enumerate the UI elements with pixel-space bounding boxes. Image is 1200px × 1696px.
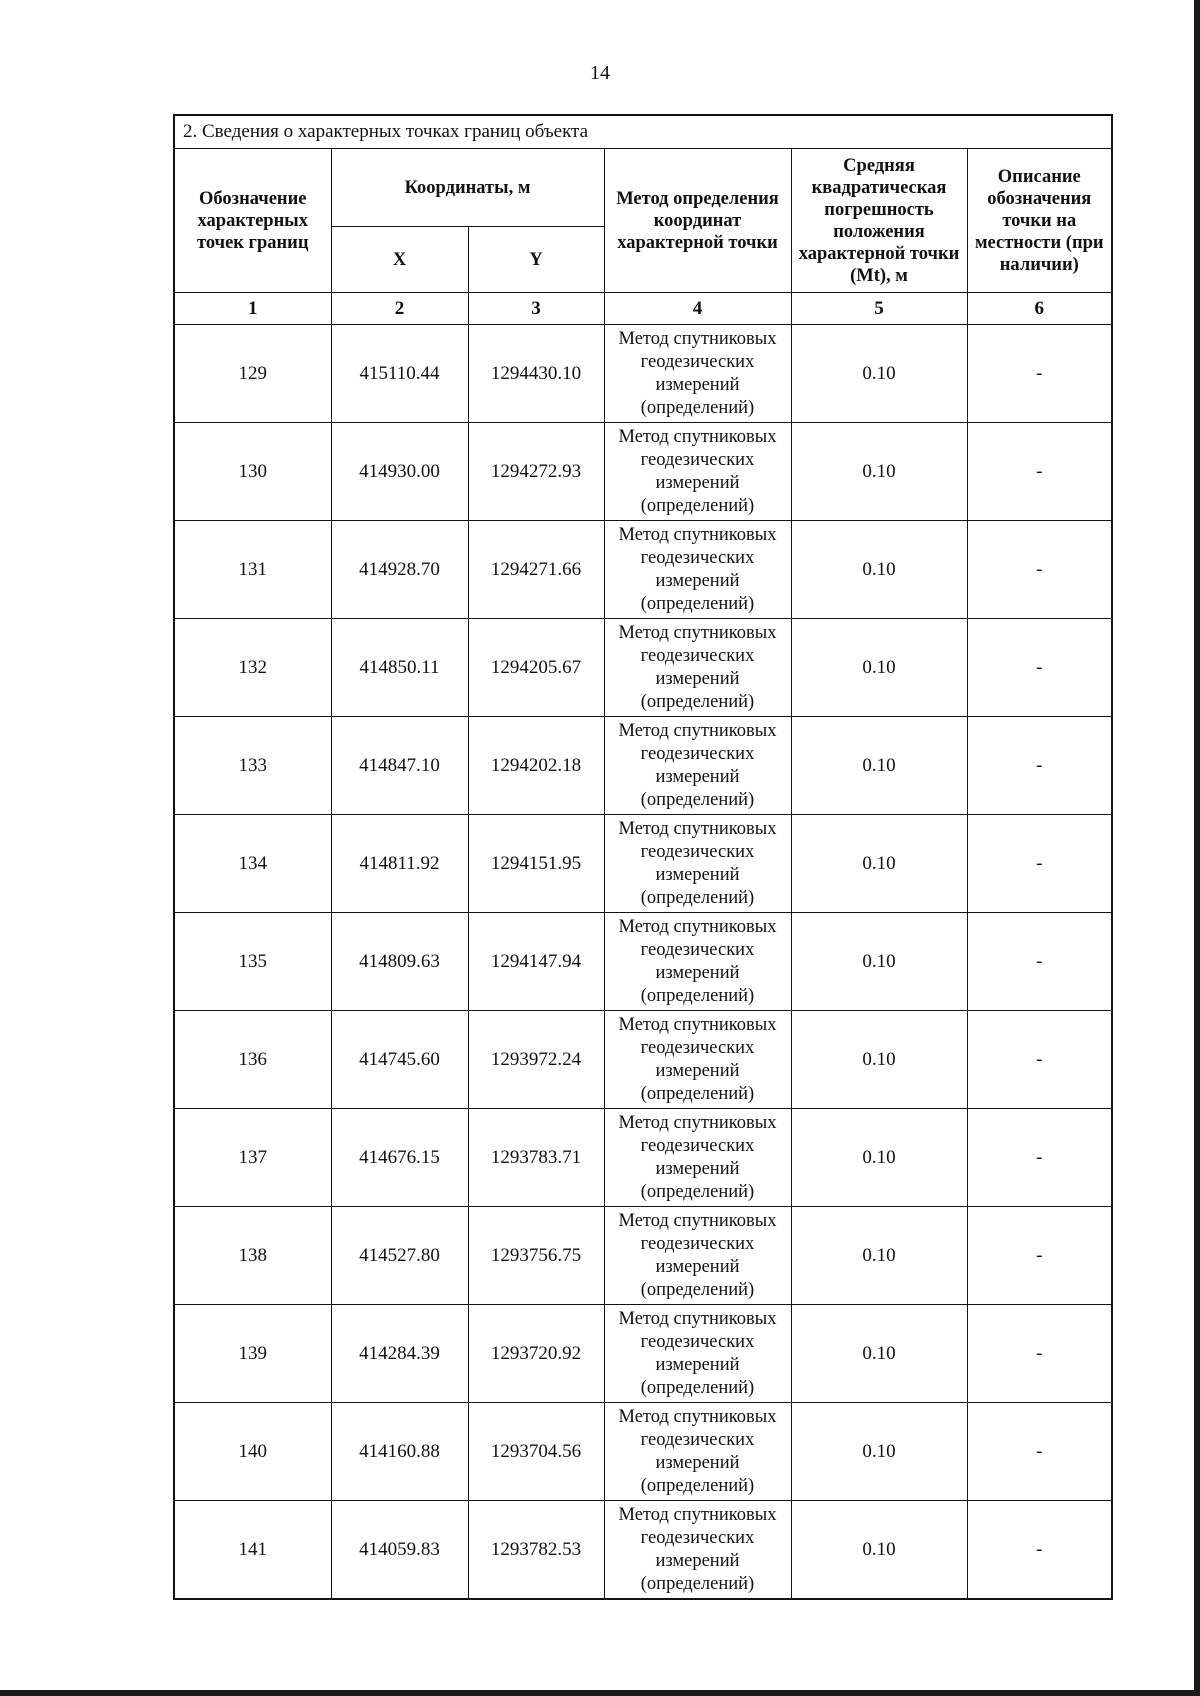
cell-description: - bbox=[967, 619, 1112, 717]
scan-edge-right bbox=[1194, 0, 1200, 1696]
table-row bbox=[174, 521, 1112, 619]
cell-description: - bbox=[967, 1011, 1112, 1109]
cell-point-id: 140 bbox=[174, 1403, 331, 1501]
cell-method: Метод спутниковых геодезических измерений (определений) bbox=[604, 619, 791, 717]
column-number: 1 bbox=[174, 293, 331, 325]
cell-x: 414930.00 bbox=[331, 423, 468, 521]
cell-y: 1293782.53 bbox=[468, 1501, 604, 1600]
cell-x: 414928.70 bbox=[331, 521, 468, 619]
cell-x: 414847.10 bbox=[331, 717, 468, 815]
table-row bbox=[174, 325, 1112, 423]
table-row bbox=[174, 1501, 1112, 1600]
cell-mt: 0.10 bbox=[791, 815, 967, 913]
cell-method: Метод спутниковых геодезических измерений (определений) bbox=[604, 1501, 791, 1600]
cell-description: - bbox=[967, 815, 1112, 913]
section-title: 2. Сведения о характерных точках границ объекта bbox=[174, 115, 1112, 149]
cell-point-id: 141 bbox=[174, 1501, 331, 1600]
table-body bbox=[174, 325, 1112, 1600]
cell-point-id: 129 bbox=[174, 325, 331, 423]
cell-description: - bbox=[967, 1501, 1112, 1600]
cell-mt: 0.10 bbox=[791, 1305, 967, 1403]
cell-mt: 0.10 bbox=[791, 1501, 967, 1600]
cell-description: - bbox=[967, 1403, 1112, 1501]
cell-method: Метод спутниковых геодезических измерений (определений) bbox=[604, 325, 791, 423]
header-x: X bbox=[331, 227, 468, 293]
cell-mt: 0.10 bbox=[791, 913, 967, 1011]
cell-mt: 0.10 bbox=[791, 325, 967, 423]
cell-method: Метод спутниковых геодезических измерений (определений) bbox=[604, 717, 791, 815]
cell-mt: 0.10 bbox=[791, 1403, 967, 1501]
scan-edge-bottom bbox=[0, 1690, 1200, 1696]
cell-y: 1294151.95 bbox=[468, 815, 604, 913]
cell-y: 1293704.56 bbox=[468, 1403, 604, 1501]
cell-x: 414745.60 bbox=[331, 1011, 468, 1109]
cell-method: Метод спутниковых геодезических измерений (определений) bbox=[604, 815, 791, 913]
boundary-points-table bbox=[173, 114, 1113, 1600]
cell-point-id: 132 bbox=[174, 619, 331, 717]
cell-x: 415110.44 bbox=[331, 325, 468, 423]
table-row bbox=[174, 619, 1112, 717]
cell-description: - bbox=[967, 521, 1112, 619]
cell-point-id: 135 bbox=[174, 913, 331, 1011]
cell-x: 414284.39 bbox=[331, 1305, 468, 1403]
header-y: Y bbox=[468, 227, 604, 293]
column-number: 3 bbox=[468, 293, 604, 325]
header-designation: Обозначение характерных точек границ bbox=[174, 149, 331, 293]
cell-y: 1294271.66 bbox=[468, 521, 604, 619]
cell-point-id: 130 bbox=[174, 423, 331, 521]
table-row bbox=[174, 913, 1112, 1011]
table-row bbox=[174, 815, 1112, 913]
cell-point-id: 134 bbox=[174, 815, 331, 913]
cell-x: 414850.11 bbox=[331, 619, 468, 717]
column-number: 6 bbox=[967, 293, 1112, 325]
cell-y: 1294205.67 bbox=[468, 619, 604, 717]
cell-y: 1293783.71 bbox=[468, 1109, 604, 1207]
cell-x: 414676.15 bbox=[331, 1109, 468, 1207]
cell-x: 414059.83 bbox=[331, 1501, 468, 1600]
cell-y: 1293756.75 bbox=[468, 1207, 604, 1305]
table-row bbox=[174, 423, 1112, 521]
cell-description: - bbox=[967, 1207, 1112, 1305]
cell-mt: 0.10 bbox=[791, 1109, 967, 1207]
cell-method: Метод спутниковых геодезических измерений (определений) bbox=[604, 423, 791, 521]
table-row bbox=[174, 1207, 1112, 1305]
cell-description: - bbox=[967, 1109, 1112, 1207]
cell-y: 1293720.92 bbox=[468, 1305, 604, 1403]
cell-method: Метод спутниковых геодезических измерений (определений) bbox=[604, 1207, 791, 1305]
table-row bbox=[174, 1011, 1112, 1109]
cell-point-id: 137 bbox=[174, 1109, 331, 1207]
column-number: 2 bbox=[331, 293, 468, 325]
header-coordinates: Координаты, м bbox=[331, 149, 604, 227]
cell-mt: 0.10 bbox=[791, 717, 967, 815]
cell-description: - bbox=[967, 717, 1112, 815]
cell-method: Метод спутниковых геодезических измерений (определений) bbox=[604, 1011, 791, 1109]
page-number: 14 bbox=[590, 62, 610, 84]
cell-y: 1294430.10 bbox=[468, 325, 604, 423]
cell-method: Метод спутниковых геодезических измерений (определений) bbox=[604, 1403, 791, 1501]
cell-mt: 0.10 bbox=[791, 423, 967, 521]
cell-method: Метод спутниковых геодезических измерений (определений) bbox=[604, 1305, 791, 1403]
cell-point-id: 138 bbox=[174, 1207, 331, 1305]
header-description: Описание обозначения точки на местности (при наличии) bbox=[967, 149, 1112, 293]
cell-description: - bbox=[967, 913, 1112, 1011]
cell-mt: 0.10 bbox=[791, 521, 967, 619]
cell-mt: 0.10 bbox=[791, 1011, 967, 1109]
table-row bbox=[174, 717, 1112, 815]
cell-mt: 0.10 bbox=[791, 619, 967, 717]
cell-method: Метод спутниковых геодезических измерений (определений) bbox=[604, 913, 791, 1011]
table-row bbox=[174, 1109, 1112, 1207]
cell-x: 414809.63 bbox=[331, 913, 468, 1011]
cell-method: Метод спутниковых геодезических измерений (определений) bbox=[604, 521, 791, 619]
cell-y: 1294272.93 bbox=[468, 423, 604, 521]
table-row bbox=[174, 1305, 1112, 1403]
cell-point-id: 133 bbox=[174, 717, 331, 815]
header-method: Метод определения координат характерной точки bbox=[604, 149, 791, 293]
cell-x: 414811.92 bbox=[331, 815, 468, 913]
cell-y: 1294202.18 bbox=[468, 717, 604, 815]
cell-point-id: 136 bbox=[174, 1011, 331, 1109]
cell-point-id: 139 bbox=[174, 1305, 331, 1403]
cell-y: 1293972.24 bbox=[468, 1011, 604, 1109]
cell-method: Метод спутниковых геодезических измерений (определений) bbox=[604, 1109, 791, 1207]
cell-y: 1294147.94 bbox=[468, 913, 604, 1011]
cell-description: - bbox=[967, 325, 1112, 423]
cell-point-id: 131 bbox=[174, 521, 331, 619]
table-row bbox=[174, 1403, 1112, 1501]
column-number: 5 bbox=[791, 293, 967, 325]
cell-x: 414527.80 bbox=[331, 1207, 468, 1305]
header-error: Средняя квадратическая погрешность положения характерной точки (Mt), м bbox=[791, 149, 967, 293]
cell-description: - bbox=[967, 423, 1112, 521]
cell-x: 414160.88 bbox=[331, 1403, 468, 1501]
column-number: 4 bbox=[604, 293, 791, 325]
cell-mt: 0.10 bbox=[791, 1207, 967, 1305]
cell-description: - bbox=[967, 1305, 1112, 1403]
